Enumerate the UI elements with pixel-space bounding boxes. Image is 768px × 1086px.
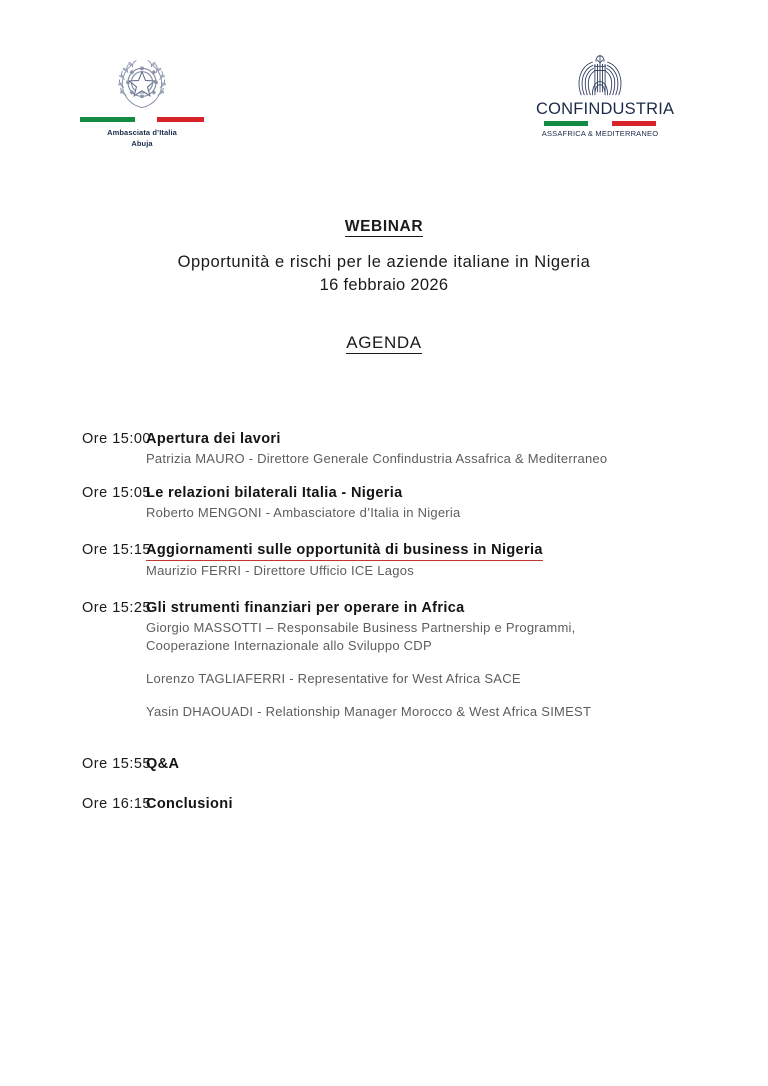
embassy-name-line1: Ambasciata d’Italia xyxy=(107,128,177,137)
agenda-time: Ore 16:15 xyxy=(82,796,151,812)
confindustria-eagle-icon xyxy=(536,52,664,98)
agenda-item-title: Aggiornamenti sulle opportunità di business in Nigeria xyxy=(146,541,543,561)
webinar-heading xyxy=(0,218,768,236)
agenda-time: Ore 15:25 xyxy=(82,600,151,616)
confindustria-subtitle: ASSAFRICA & MEDITERRANEO xyxy=(541,129,659,138)
agenda-row xyxy=(0,795,768,814)
confindustria-logo xyxy=(536,52,675,139)
agenda-entry xyxy=(146,599,768,720)
document-header xyxy=(0,0,768,175)
agenda-entry xyxy=(146,484,768,521)
agenda-item-title: Apertura dei lavori xyxy=(146,431,281,447)
agenda-entry xyxy=(146,795,768,814)
agenda-row xyxy=(0,755,768,774)
confindustria-wordmark: CONFINDUSTRIA xyxy=(536,100,675,118)
italian-flag-bar xyxy=(80,117,204,122)
webinar-date: 16 febbraio 2026 xyxy=(319,276,449,294)
agenda-speaker: Patrizia MAURO - Direttore Generale Confindustria Assafrica & Mediterraneo xyxy=(146,451,608,466)
agenda-time: Ore 15:05 xyxy=(82,485,151,501)
agenda-entry xyxy=(146,541,768,579)
agenda-speaker: Roberto MENGONI - Ambasciatore d’Italia in Nigeria xyxy=(146,505,461,520)
agenda-speaker: Yasin DHAOUADI - Relationship Manager Morocco & West Africa SIMEST xyxy=(146,704,592,719)
agenda-item-title: Q&A xyxy=(146,756,180,772)
agenda-time: Ore 15:55 xyxy=(82,756,151,772)
agenda-speaker: Maurizio FERRI - Direttore Ufficio ICE Lagos xyxy=(146,563,414,578)
embassy-name-line2: Abuja xyxy=(131,139,153,148)
italian-republic-emblem-icon xyxy=(78,55,206,113)
agenda-item-title: Le relazioni bilaterali Italia - Nigeria xyxy=(146,485,403,501)
agenda-item-title: Gli strumenti finanziari per operare in Africa xyxy=(146,600,465,616)
agenda-time: Ore 15:15 xyxy=(82,542,151,558)
agenda-item-title: Conclusioni xyxy=(146,796,233,812)
agenda-speaker: Giorgio MASSOTTI – Responsabile Business Partnership e Programmi, xyxy=(146,620,576,635)
agenda-row xyxy=(0,541,768,579)
embassy-logo xyxy=(78,55,206,149)
webinar-heading-text: WEBINAR xyxy=(344,218,424,235)
webinar-subtitle: Opportunità e rischi per le aziende italiane in Nigeria xyxy=(177,253,591,271)
agenda-heading xyxy=(0,333,768,353)
agenda-entry xyxy=(146,430,768,467)
agenda-heading-text: AGENDA xyxy=(346,333,422,352)
agenda-row xyxy=(0,599,768,720)
agenda-speaker: Lorenzo TAGLIAFERRI - Representative for West Africa SACE xyxy=(146,671,521,686)
agenda-row xyxy=(0,484,768,521)
agenda-row xyxy=(0,430,768,467)
agenda-speaker: Cooperazione Internazionale allo Sviluppo CDP xyxy=(146,638,432,653)
agenda-entry xyxy=(146,755,768,774)
confindustria-flag-bar xyxy=(542,121,658,126)
agenda-time: Ore 15:00 xyxy=(82,431,151,447)
